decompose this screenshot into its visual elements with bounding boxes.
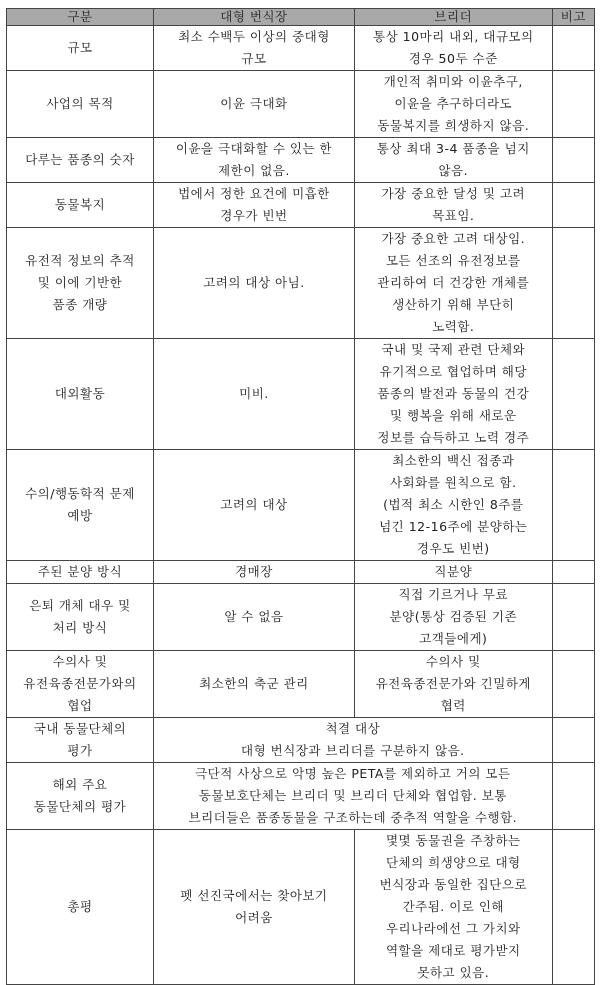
note-cell xyxy=(552,183,594,228)
note-cell xyxy=(552,339,594,450)
large-farm-cell: 법에서 정한 요건에 미흡한 경우가 빈번 xyxy=(154,183,355,228)
breeder-cell: 몇몇 동물권을 주창하는 단체의 희생양으로 대형 번식장과 동일한 집단으로 간주됨. 이로 인해 우리나라에선 그 가치와 역할을 제대로 평가받지 못하고 있음. xyxy=(354,830,552,985)
table-row xyxy=(7,71,595,138)
large-farm-cell: 펫 선진국에서는 찾아보기 어려움 xyxy=(154,830,355,985)
category-cell: 총평 xyxy=(7,830,154,985)
table-row xyxy=(7,26,595,71)
large-farm-cell: 고려의 대상 아님. xyxy=(154,228,355,339)
note-cell xyxy=(552,71,594,138)
large-farm-cell: 최소 수백두 이상의 중대형 규모 xyxy=(154,26,355,71)
header-large-farm: 대형 번식장 xyxy=(154,9,355,26)
breeder-cell: 가장 중요한 달성 및 고려 목표임. xyxy=(354,183,552,228)
table-row xyxy=(7,830,595,985)
large-farm-cell: 고려의 대상 xyxy=(154,450,355,561)
category-cell: 규모 xyxy=(7,26,154,71)
category-cell: 국내 동물단체의 평가 xyxy=(7,718,154,763)
table-row xyxy=(7,450,595,561)
breeder-cell: 수의사 및 유전육종전문가와 긴밀하게 협력 xyxy=(354,651,552,718)
table-row xyxy=(7,651,595,718)
table-row xyxy=(7,584,595,651)
note-cell xyxy=(552,450,594,561)
table-row xyxy=(7,339,595,450)
table-header-row xyxy=(7,9,595,26)
breeder-cell: 직분양 xyxy=(354,561,552,584)
category-cell: 은퇴 개체 대우 및 처리 방식 xyxy=(7,584,154,651)
large-farm-cell: 미비. xyxy=(154,339,355,450)
category-cell: 주된 분양 방식 xyxy=(7,561,154,584)
category-cell: 다루는 품종의 숫자 xyxy=(7,138,154,183)
note-cell xyxy=(552,718,594,763)
breeder-cell: 가장 중요한 고려 대상임. 모든 선조의 유전정보를 관리하여 더 건강한 개체를 생산하기 위해 부단히 노력함. xyxy=(354,228,552,339)
note-cell xyxy=(552,830,594,985)
category-cell: 동물복지 xyxy=(7,183,154,228)
note-cell xyxy=(552,651,594,718)
category-cell: 수의/행동학적 문제 예방 xyxy=(7,450,154,561)
merged-cell: 극단적 사상으로 악명 높은 PETA를 제외하고 거의 모든 동물보호단체는 브리더 및 브리더 단체와 협업함. 보통 브리더들은 품종동물을 구조하는데 중추적 역할을 수행함. xyxy=(154,763,553,830)
category-cell: 사업의 목적 xyxy=(7,71,154,138)
header-breeder: 브리더 xyxy=(354,9,552,26)
table-row xyxy=(7,138,595,183)
note-cell xyxy=(552,584,594,651)
breeder-cell: 최소한의 백신 접종과 사회화를 원칙으로 함. (법적 최소 시한인 8주를 넘긴 12-16주에 분양하는 경우도 빈번) xyxy=(354,450,552,561)
breeder-cell: 국내 및 국제 관련 단체와 유기적으로 협업하며 해당 품종의 발전과 동물의 건강 및 행복을 위해 새로운 정보를 습득하고 노력 경주 xyxy=(354,339,552,450)
breeder-cell: 직접 기르거나 무료 분양(통상 검증된 기존 고객들에게) xyxy=(354,584,552,651)
breeder-cell: 개인적 취미와 이윤추구, 이윤을 추구하더라도 동물복지를 희생하지 않음. xyxy=(354,71,552,138)
note-cell xyxy=(552,763,594,830)
header-note: 비고 xyxy=(552,9,594,26)
table-row xyxy=(7,183,595,228)
large-farm-cell: 이윤을 극대화할 수 있는 한 제한이 없음. xyxy=(154,138,355,183)
note-cell xyxy=(552,138,594,183)
category-cell: 해외 주요 동물단체의 평가 xyxy=(7,763,154,830)
breeder-cell: 통상 10마리 내외, 대규모의 경우 50두 수준 xyxy=(354,26,552,71)
large-farm-cell: 경매장 xyxy=(154,561,355,584)
large-farm-cell: 최소한의 축군 관리 xyxy=(154,651,355,718)
table-row xyxy=(7,561,595,584)
large-farm-cell: 알 수 없음 xyxy=(154,584,355,651)
comparison-table xyxy=(6,8,595,985)
table-row xyxy=(7,763,595,830)
table-row xyxy=(7,228,595,339)
note-cell xyxy=(552,228,594,339)
note-cell xyxy=(552,26,594,71)
category-cell: 유전적 정보의 추적 및 이에 기반한 품종 개량 xyxy=(7,228,154,339)
header-category: 구분 xyxy=(7,9,154,26)
note-cell xyxy=(552,561,594,584)
category-cell: 수의사 및 유전육종전문가와의 협업 xyxy=(7,651,154,718)
breeder-cell: 통상 최대 3-4 품종을 넘지 않음. xyxy=(354,138,552,183)
merged-cell: 척결 대상 대형 번식장과 브리더를 구분하지 않음. xyxy=(154,718,553,763)
category-cell: 대외활동 xyxy=(7,339,154,450)
large-farm-cell: 이윤 극대화 xyxy=(154,71,355,138)
table-row xyxy=(7,718,595,763)
